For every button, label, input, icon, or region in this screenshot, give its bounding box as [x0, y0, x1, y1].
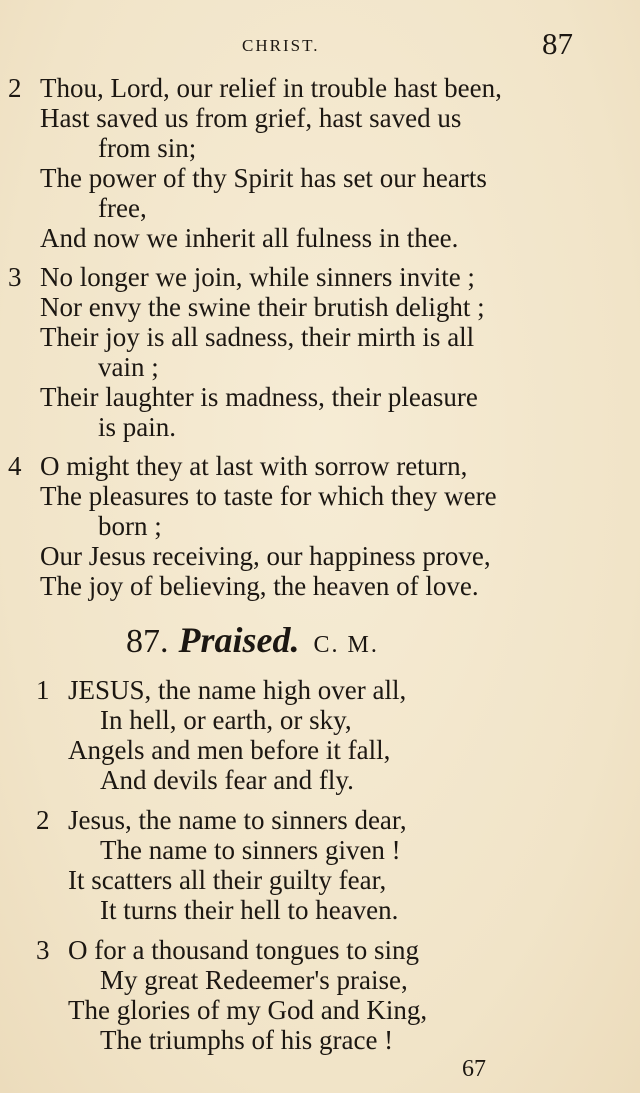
- verse-line: Jesus, the name to sinners dear,: [68, 805, 407, 835]
- verse-line: Our Jesus receiving, our happiness prove,: [40, 541, 491, 571]
- hymn-heading: [126, 620, 379, 668]
- signature-mark: 67: [462, 1056, 486, 1082]
- verse-number: 1: [36, 675, 50, 705]
- verse-line: is pain.: [98, 412, 176, 442]
- verse-line: It scatters all their guilty fear,: [68, 865, 387, 895]
- verse-line: Their laughter is madness, their pleasure: [40, 382, 478, 412]
- verse-line: The triumphs of his grace !: [100, 1025, 394, 1055]
- verse-line: vain ;: [98, 352, 159, 382]
- verse-line: Their joy is all sadness, their mirth is all: [40, 322, 475, 352]
- verse-line: O for a thousand tongues to sing: [68, 935, 419, 965]
- verse-line: The pleasures to taste for which they were: [40, 481, 497, 511]
- page-number: 87: [542, 26, 573, 61]
- verse-line: from sin;: [98, 133, 197, 163]
- verse-line: No longer we join, while sinners invite ;: [40, 262, 475, 292]
- verse-number: 3: [36, 935, 50, 965]
- hymn-number: 87.: [126, 623, 169, 660]
- verse-number: 2: [8, 73, 22, 103]
- verse-line: Hast saved us from grief, hast saved us: [40, 103, 462, 133]
- running-title: CHRIST.: [242, 36, 320, 55]
- verse-line: In hell, or earth, or sky,: [100, 705, 352, 735]
- verse-line: My great Redeemer's praise,: [100, 965, 408, 995]
- verse-number: 4: [8, 451, 22, 481]
- verse-line: And now we inherit all fulness in thee.: [40, 223, 459, 253]
- verse-line: born ;: [98, 511, 162, 541]
- verse-number: 2: [36, 805, 50, 835]
- verse-line: And devils fear and fly.: [100, 765, 354, 795]
- verse-line: Thou, Lord, our relief in trouble hast been,: [40, 73, 502, 103]
- verse-line: The glories of my God and King,: [68, 995, 428, 1025]
- verse-line: O might they at last with sorrow return,: [40, 451, 468, 481]
- verse-line: The name to sinners given !: [100, 835, 401, 865]
- hymn-title: Praised.: [178, 620, 300, 660]
- verse-line: JESUS, the name high over all,: [68, 675, 407, 705]
- hymn-meter: C. M.: [313, 632, 379, 658]
- verse-line: Angels and men before it fall,: [68, 735, 391, 765]
- verse-line: free,: [98, 193, 147, 223]
- verse-number: 3: [8, 262, 22, 292]
- verse-line: The joy of believing, the heaven of love.: [40, 571, 479, 601]
- verse-line: Nor envy the swine their brutish delight ;: [40, 292, 485, 322]
- verse-line: The power of thy Spirit has set our hearts: [40, 163, 487, 193]
- verse-line: It turns their hell to heaven.: [100, 895, 399, 925]
